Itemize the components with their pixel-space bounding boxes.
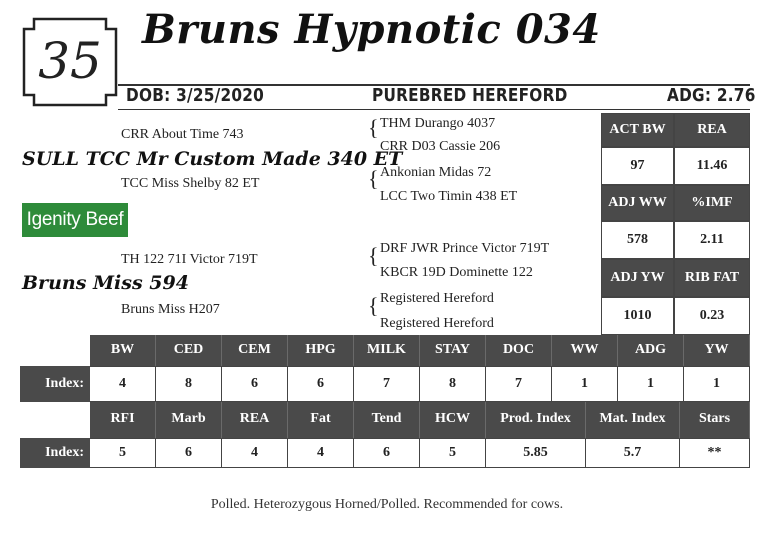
index2-header-3: Fat	[288, 402, 354, 438]
sire-dam: TCC Miss Shelby 82 ET	[121, 176, 260, 191]
index1-header-6: DOC	[486, 335, 552, 366]
adj-ww-value: 578	[601, 221, 674, 259]
index1-header-9: YW	[684, 335, 750, 366]
index2-header-0: RFI	[90, 402, 156, 438]
dam-sire-sire: DRF JWR Prince Victor 719T	[380, 241, 550, 256]
sire-dam-dam: LCC Two Timin 438 ET	[380, 189, 518, 204]
imf-label: %IMF	[674, 185, 750, 221]
index2-value-0: 5	[90, 438, 156, 468]
index1-header-4: MILK	[354, 335, 420, 366]
index1-header-7: WW	[552, 335, 618, 366]
rib-fat-label: RIB FAT	[674, 259, 750, 297]
breed: PUREBRED HEREFORD	[372, 85, 568, 106]
act-bw-label: ACT BW	[601, 113, 674, 147]
index2-value-2: 4	[222, 438, 288, 468]
dam-dam-sire: Registered Hereford	[380, 291, 494, 306]
index1-value-8: 1	[618, 366, 684, 402]
info-divider	[118, 109, 750, 110]
index2-header-5: HCW	[420, 402, 486, 438]
dam-name: Bruns Miss 594	[22, 272, 189, 294]
brace-icon: {	[368, 166, 379, 191]
index1-value-5: 8	[420, 366, 486, 402]
igenity-beef-logo: Igenity Beef	[22, 203, 128, 237]
rea-label: REA	[674, 113, 750, 147]
sire-sire-sire: THM Durango 4037	[380, 116, 496, 131]
index2-header-1: Marb	[156, 402, 222, 438]
index2-header-2: REA	[222, 402, 288, 438]
index2-value-7: 5.7	[586, 438, 680, 468]
index-row-label: Index:	[20, 366, 90, 402]
index2-value-3: 4	[288, 438, 354, 468]
index2-value-1: 6	[156, 438, 222, 468]
sire-dam-sire: Ankonian Midas 72	[380, 165, 492, 180]
animal-name: Bruns Hypnotic 034	[142, 6, 601, 53]
imf-value: 2.11	[674, 221, 750, 259]
lot-number: 35	[38, 32, 102, 90]
adj-yw-value: 1010	[601, 297, 674, 335]
index2-value-4: 6	[354, 438, 420, 468]
sire-sire-dam: CRR D03 Cassie 206	[380, 139, 501, 154]
index1-value-6: 7	[486, 366, 552, 402]
index1-header-8: ADG	[618, 335, 684, 366]
index1-value-4: 7	[354, 366, 420, 402]
index1-value-3: 6	[288, 366, 354, 402]
index-table-1-values	[20, 366, 750, 402]
index1-value-2: 6	[222, 366, 288, 402]
date-of-birth: DOB: 3/25/2020	[126, 85, 265, 106]
index2-header-8: Stars	[680, 402, 750, 438]
adj-ww-label: ADJ WW	[601, 185, 674, 221]
rea-value: 11.46	[674, 147, 750, 185]
index1-value-1: 8	[156, 366, 222, 402]
lot-number-badge	[22, 17, 118, 107]
act-bw-value: 97	[601, 147, 674, 185]
index2-value-6: 5.85	[486, 438, 586, 468]
adj-yw-label: ADJ YW	[601, 259, 674, 297]
index-table-2-values	[20, 438, 750, 468]
dam-sire-dam: KBCR 19D Dominette 122	[380, 265, 533, 280]
index1-header-2: CEM	[222, 335, 288, 366]
index1-value-9: 1	[684, 366, 750, 402]
index1-value-0: 4	[90, 366, 156, 402]
index2-header-6: Prod. Index	[486, 402, 586, 438]
brace-icon: {	[368, 293, 379, 318]
brace-icon: {	[368, 243, 379, 268]
index2-value-8: **	[680, 438, 750, 468]
index-table-1-header	[90, 335, 750, 366]
dam-sire: TH 122 71I Victor 719T	[121, 252, 258, 267]
footer-note: Polled. Heterozygous Horned/Polled. Recommended for cows.	[210, 497, 564, 512]
index2-header-4: Tend	[354, 402, 420, 438]
index1-header-3: HPG	[288, 335, 354, 366]
index1-header-1: CED	[156, 335, 222, 366]
sire-name: SULL TCC Mr Custom Made 340 ET	[22, 148, 403, 170]
average-daily-gain: ADG: 2.76	[667, 85, 756, 106]
rib-fat-value: 0.23	[674, 297, 750, 335]
index1-header-5: STAY	[420, 335, 486, 366]
brace-icon: {	[368, 115, 379, 140]
sire-sire: CRR About Time 743	[121, 127, 244, 142]
index1-header-0: BW	[90, 335, 156, 366]
index-row-label: Index:	[20, 438, 90, 468]
index-table-2-header	[90, 402, 750, 438]
index1-value-7: 1	[552, 366, 618, 402]
dam-dam-dam: Registered Hereford	[380, 316, 494, 331]
dam-dam: Bruns Miss H207	[121, 302, 220, 317]
index2-value-5: 5	[420, 438, 486, 468]
index2-header-7: Mat. Index	[586, 402, 680, 438]
